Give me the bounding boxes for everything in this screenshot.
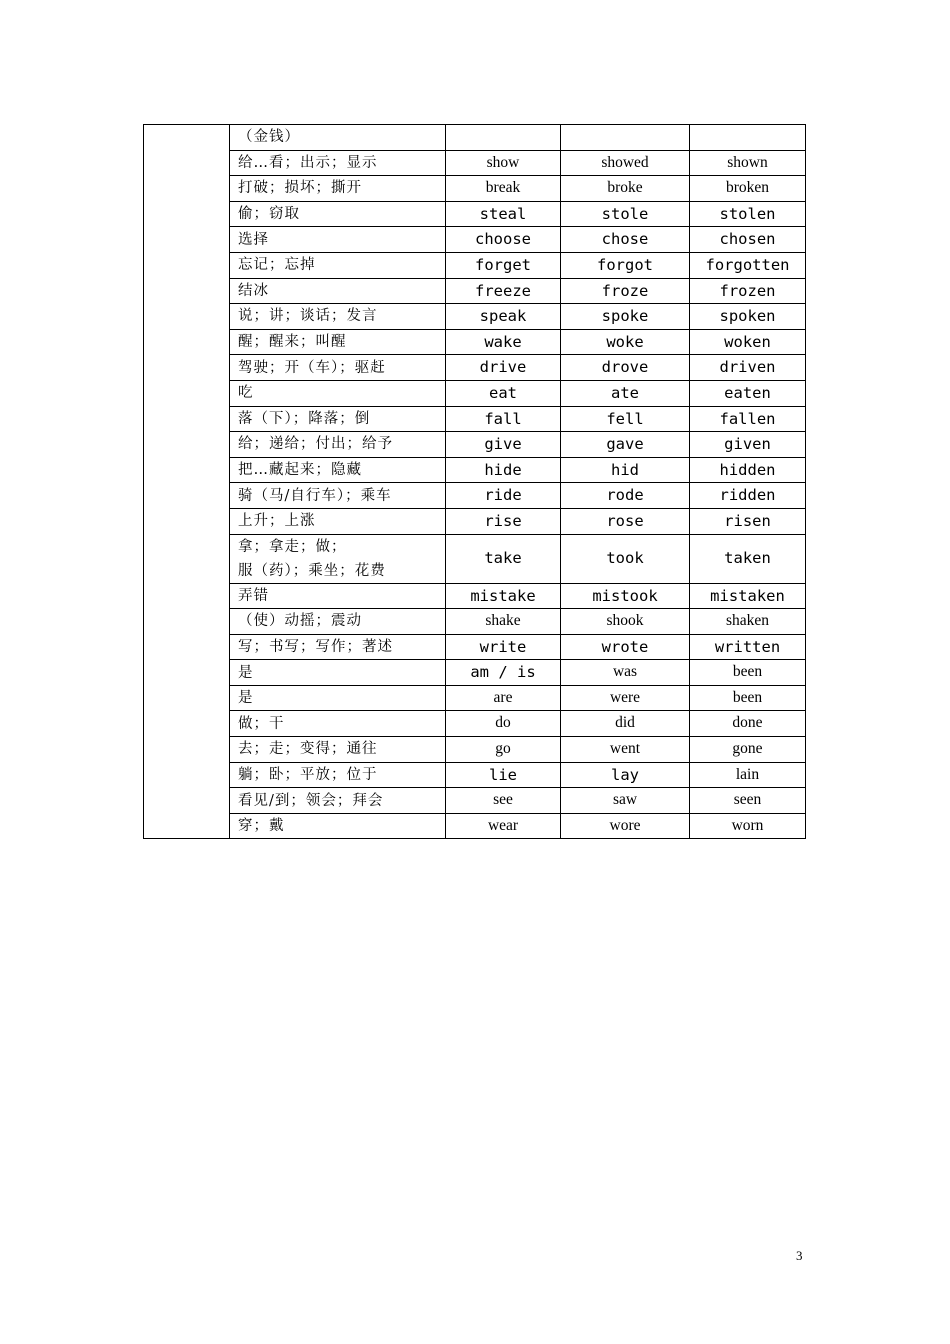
- base-form-cell: fall: [446, 406, 561, 432]
- meaning-cell: [230, 685, 446, 711]
- table-row: [144, 483, 806, 509]
- past-participle-cell: written: [690, 634, 806, 660]
- past-participle-cell: eaten: [690, 380, 806, 406]
- meaning-text: 上升；上涨: [238, 513, 316, 530]
- base-form-cell: give: [446, 432, 561, 458]
- meaning-cell: [230, 278, 446, 304]
- past-tense-cell: was: [561, 660, 690, 686]
- meaning-text: 驾驶；开（车）；驱赶: [238, 359, 386, 376]
- base-form-cell: do: [446, 711, 561, 737]
- meaning-text: 吃: [238, 385, 254, 402]
- table-row: [144, 278, 806, 304]
- table-row: [144, 150, 806, 176]
- table-row: [144, 534, 806, 583]
- base-form-cell: shake: [446, 609, 561, 635]
- base-form-cell: forget: [446, 252, 561, 278]
- table-row: [144, 660, 806, 686]
- meaning-cell: [230, 483, 446, 509]
- meaning-cell: [230, 329, 446, 355]
- table-row: [144, 711, 806, 737]
- meaning-text: 服（药）；乘坐；花费: [238, 562, 386, 579]
- past-participle-cell: frozen: [690, 278, 806, 304]
- meaning-text: 弄错: [238, 587, 269, 604]
- base-form-cell: drive: [446, 355, 561, 381]
- base-form-cell: ride: [446, 483, 561, 509]
- past-tense-cell: saw: [561, 788, 690, 814]
- meaning-text: 是: [238, 690, 254, 707]
- meaning-text: 醒；醒来；叫醒: [238, 334, 347, 351]
- past-participle-cell: given: [690, 432, 806, 458]
- meaning-cell: [230, 660, 446, 686]
- table-row: [144, 788, 806, 814]
- past-tense-cell: wrote: [561, 634, 690, 660]
- table-row: [144, 176, 806, 202]
- past-tense-cell: did: [561, 711, 690, 737]
- base-form-cell: lie: [446, 762, 561, 788]
- verb-table-body: [144, 125, 806, 839]
- meaning-text: 结冰: [238, 282, 269, 299]
- past-participle-cell: been: [690, 685, 806, 711]
- meaning-cell: [230, 380, 446, 406]
- past-tense-cell: mistook: [561, 583, 690, 609]
- past-tense-cell: hid: [561, 457, 690, 483]
- base-form-cell: freeze: [446, 278, 561, 304]
- meaning-text: 把…藏起来；隐藏: [238, 462, 362, 479]
- table-row: [144, 762, 806, 788]
- meaning-text: 骑（马/自行车）；乘车: [238, 487, 392, 504]
- irregular-verb-table: [143, 124, 806, 839]
- past-tense-cell: took: [561, 534, 690, 583]
- meaning-cell: [230, 150, 446, 176]
- past-participle-cell: been: [690, 660, 806, 686]
- table-row: [144, 813, 806, 839]
- table-row: [144, 304, 806, 330]
- past-tense-cell: went: [561, 737, 690, 763]
- meaning-cell: [230, 406, 446, 432]
- past-tense-cell: shook: [561, 609, 690, 635]
- base-form-cell: steal: [446, 201, 561, 227]
- past-tense-cell: lay: [561, 762, 690, 788]
- past-tense-cell: froze: [561, 278, 690, 304]
- past-participle-cell: broken: [690, 176, 806, 202]
- meaning-cell: [230, 252, 446, 278]
- past-tense-cell: rode: [561, 483, 690, 509]
- meaning-text: 做；干: [238, 715, 285, 732]
- meaning-cell: [230, 457, 446, 483]
- base-form-cell: eat: [446, 380, 561, 406]
- table-row: [144, 685, 806, 711]
- meaning-cell: [230, 355, 446, 381]
- past-participle-cell: taken: [690, 534, 806, 583]
- meaning-cell: [230, 634, 446, 660]
- meaning-text: 选择: [238, 231, 269, 248]
- base-form-cell: [446, 125, 561, 151]
- base-form-cell: break: [446, 176, 561, 202]
- past-participle-cell: chosen: [690, 227, 806, 253]
- meaning-text: 偷；窃取: [238, 206, 300, 223]
- meaning-text: 看见/到；领会；拜会: [238, 792, 384, 809]
- meaning-text: 是: [238, 664, 254, 681]
- meaning-text: 穿；戴: [238, 818, 285, 835]
- table-row: [144, 609, 806, 635]
- meaning-cell: [230, 813, 446, 839]
- past-participle-cell: worn: [690, 813, 806, 839]
- past-tense-cell: gave: [561, 432, 690, 458]
- past-participle-cell: stolen: [690, 201, 806, 227]
- past-participle-cell: lain: [690, 762, 806, 788]
- table-row: [144, 432, 806, 458]
- past-participle-cell: [690, 125, 806, 151]
- base-form-cell: choose: [446, 227, 561, 253]
- meaning-cell: [230, 788, 446, 814]
- table-row: [144, 508, 806, 534]
- past-tense-cell: chose: [561, 227, 690, 253]
- base-form-cell: am / is: [446, 660, 561, 686]
- past-participle-cell: seen: [690, 788, 806, 814]
- base-form-cell: write: [446, 634, 561, 660]
- table-row: [144, 457, 806, 483]
- meaning-cell: [230, 711, 446, 737]
- meaning-text: 去；走；变得；通往: [238, 741, 378, 758]
- meaning-text: 落（下）；降落；倒: [238, 410, 371, 427]
- past-tense-cell: drove: [561, 355, 690, 381]
- meaning-text: （金钱）: [238, 129, 300, 146]
- past-participle-cell: mistaken: [690, 583, 806, 609]
- meaning-text: 说；讲；谈话；发言: [238, 308, 378, 325]
- meaning-cell: [230, 508, 446, 534]
- base-form-cell: show: [446, 150, 561, 176]
- past-participle-cell: fallen: [690, 406, 806, 432]
- meaning-cell: [230, 609, 446, 635]
- past-participle-cell: hidden: [690, 457, 806, 483]
- meaning-cell: [230, 227, 446, 253]
- table-row: [144, 329, 806, 355]
- meaning-text: 躺；卧；平放；位于: [238, 766, 378, 783]
- meaning-cell: [230, 176, 446, 202]
- meaning-cell: [230, 534, 446, 583]
- past-participle-cell: woken: [690, 329, 806, 355]
- past-tense-cell: forgot: [561, 252, 690, 278]
- meaning-cell: [230, 125, 446, 151]
- meaning-text: 给…看；出示；显示: [238, 154, 378, 171]
- table-row: [144, 355, 806, 381]
- past-participle-cell: shaken: [690, 609, 806, 635]
- past-participle-cell: shown: [690, 150, 806, 176]
- table-row: [144, 252, 806, 278]
- meaning-text: 打破；损坏；撕开: [238, 180, 362, 197]
- past-tense-cell: woke: [561, 329, 690, 355]
- base-form-cell: wear: [446, 813, 561, 839]
- base-form-cell: see: [446, 788, 561, 814]
- base-form-cell: rise: [446, 508, 561, 534]
- table-row: [144, 380, 806, 406]
- table-row: [144, 583, 806, 609]
- past-tense-cell: fell: [561, 406, 690, 432]
- meaning-text: 拿；拿走；做；: [238, 538, 347, 555]
- past-tense-cell: broke: [561, 176, 690, 202]
- past-tense-cell: [561, 125, 690, 151]
- past-tense-cell: ate: [561, 380, 690, 406]
- past-tense-cell: stole: [561, 201, 690, 227]
- meaning-text: （使）动摇；震动: [238, 613, 362, 630]
- meaning-cell: [230, 737, 446, 763]
- past-participle-cell: done: [690, 711, 806, 737]
- category-cell: [144, 125, 230, 839]
- table-row: [144, 737, 806, 763]
- meaning-text: 忘记；忘掉: [238, 257, 316, 274]
- meaning-cell: [230, 304, 446, 330]
- table-row: [144, 201, 806, 227]
- past-tense-cell: spoke: [561, 304, 690, 330]
- base-form-cell: mistake: [446, 583, 561, 609]
- meaning-cell: [230, 762, 446, 788]
- meaning-cell: [230, 432, 446, 458]
- past-participle-cell: ridden: [690, 483, 806, 509]
- past-participle-cell: driven: [690, 355, 806, 381]
- base-form-cell: go: [446, 737, 561, 763]
- past-participle-cell: forgotten: [690, 252, 806, 278]
- table-row: [144, 227, 806, 253]
- past-tense-cell: showed: [561, 150, 690, 176]
- past-participle-cell: spoken: [690, 304, 806, 330]
- base-form-cell: wake: [446, 329, 561, 355]
- base-form-cell: speak: [446, 304, 561, 330]
- past-participle-cell: gone: [690, 737, 806, 763]
- base-form-cell: take: [446, 534, 561, 583]
- meaning-cell: [230, 201, 446, 227]
- base-form-cell: are: [446, 685, 561, 711]
- past-tense-cell: wore: [561, 813, 690, 839]
- meaning-text: 写；书写；写作；著述: [238, 638, 393, 655]
- table-row: [144, 634, 806, 660]
- table-row: [144, 406, 806, 432]
- page-number: 3: [796, 1248, 803, 1263]
- meaning-text: 给；递给；付出；给予: [238, 436, 393, 453]
- base-form-cell: hide: [446, 457, 561, 483]
- past-tense-cell: rose: [561, 508, 690, 534]
- table-row: [144, 125, 806, 151]
- past-tense-cell: were: [561, 685, 690, 711]
- past-participle-cell: risen: [690, 508, 806, 534]
- meaning-cell: [230, 583, 446, 609]
